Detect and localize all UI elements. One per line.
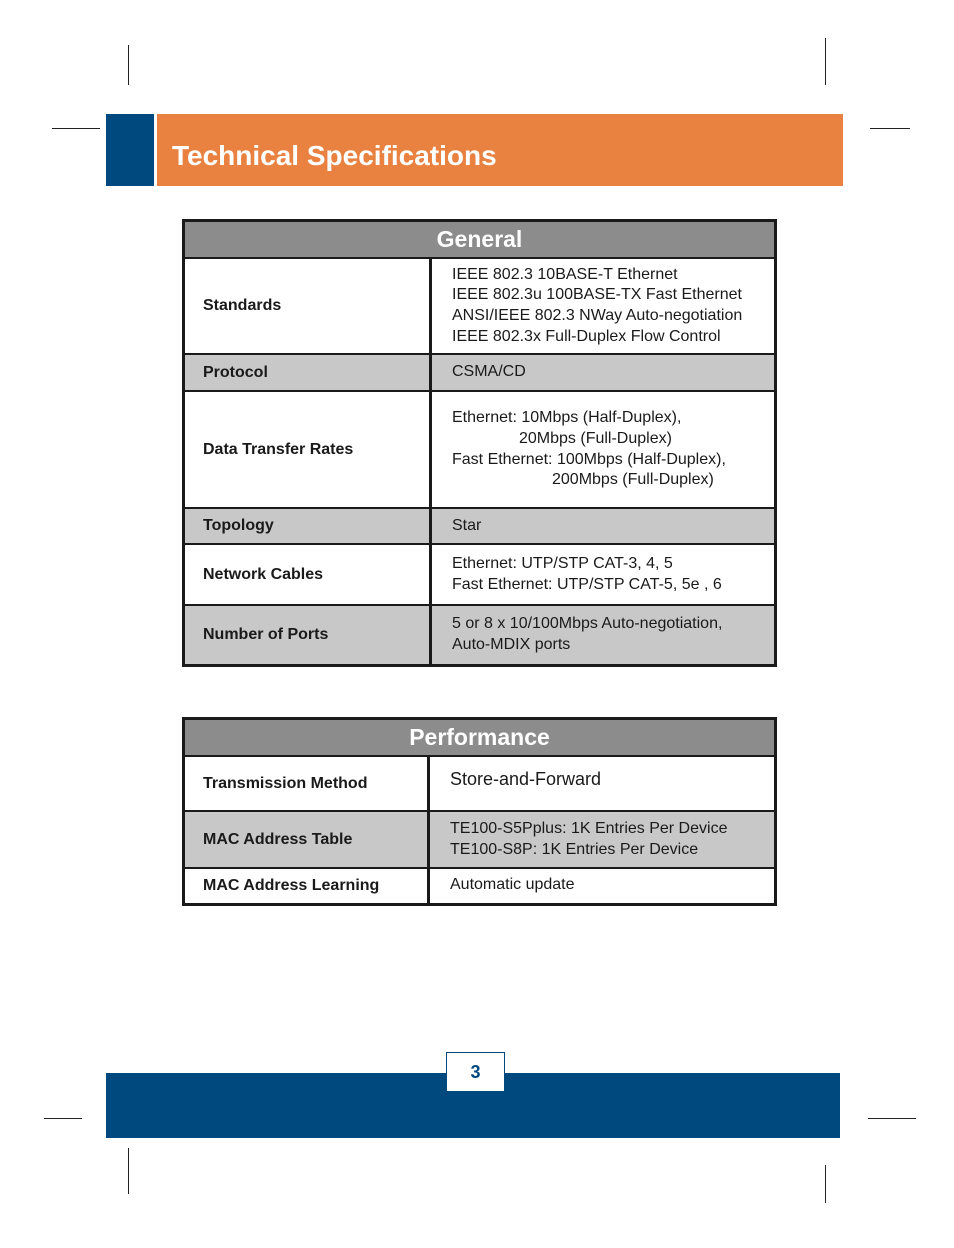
spec-row-data-transfer-rates <box>184 391 776 508</box>
spec-row-network-cables <box>184 544 776 605</box>
spec-value-line: TE100-S8P: 1K Entries Per Device <box>450 840 699 858</box>
spec-value <box>431 391 776 508</box>
section-header-general: General <box>184 221 776 259</box>
spec-value-line: IEEE 802.3x Full-Duplex Flow Control <box>452 327 721 345</box>
spec-value-line: 5 or 8 x 10/100Mbps Auto-negotiation, <box>452 615 723 633</box>
performance-spec-table <box>182 717 777 906</box>
spec-value <box>429 756 776 811</box>
spec-value-line: Fast Ethernet: 100Mbps (Half-Duplex), <box>452 450 726 468</box>
section-header-performance: Performance <box>184 719 776 757</box>
spec-value <box>431 508 776 544</box>
page-number: 3 <box>446 1052 505 1092</box>
crop-mark <box>870 128 910 129</box>
spec-value-line: 200Mbps (Full-Duplex) <box>552 471 714 489</box>
header-blue-block <box>106 114 154 186</box>
spec-label: MAC Address Learning <box>184 868 429 904</box>
spec-value-line: Automatic update <box>450 876 575 894</box>
spec-value <box>431 605 776 665</box>
spec-value-line: ANSI/IEEE 802.3 NWay Auto-negotiation <box>452 307 743 324</box>
spec-value-line: Star <box>452 516 482 534</box>
spec-value <box>429 811 776 868</box>
spec-value-line: TE100-S5Pplus: 1K Entries Per Device <box>450 819 728 837</box>
spec-value-line: Auto-MDIX ports <box>452 635 571 653</box>
crop-mark <box>868 1118 916 1119</box>
spec-row-topology <box>184 508 776 544</box>
crop-mark <box>44 1118 82 1119</box>
spec-label: Topology <box>184 508 431 544</box>
spec-value-line: Ethernet: UTP/STP CAT-3, 4, 5 <box>452 554 673 572</box>
spec-label: MAC Address Table <box>184 811 429 868</box>
spec-row-protocol <box>184 354 776 391</box>
crop-mark <box>128 1148 129 1194</box>
spec-value-line: IEEE 802.3 10BASE-T Ethernet <box>452 265 678 283</box>
spec-value <box>429 868 776 904</box>
crop-mark <box>825 1165 826 1203</box>
crop-mark <box>128 45 129 85</box>
spec-row-number-of-ports <box>184 605 776 665</box>
spec-row-mac-address-learning <box>184 868 776 904</box>
spec-value-line: Ethernet: 10Mbps (Half-Duplex), <box>452 409 682 427</box>
spec-value-line: CSMA/CD <box>452 363 526 381</box>
spec-row-standards <box>184 258 776 354</box>
spec-label: Number of Ports <box>184 605 431 665</box>
crop-mark <box>825 38 826 85</box>
general-spec-table <box>182 219 777 667</box>
spec-value <box>431 258 776 354</box>
spec-value <box>431 544 776 605</box>
spec-value <box>431 354 776 391</box>
spec-label: Transmission Method <box>184 756 429 811</box>
spec-label: Protocol <box>184 354 431 391</box>
crop-mark <box>52 128 100 129</box>
spec-row-mac-address-table <box>184 811 776 868</box>
spec-row-transmission-method <box>184 756 776 811</box>
spec-value-line: 20Mbps (Full-Duplex) <box>519 429 672 447</box>
page-title: Technical Specifications <box>172 140 497 171</box>
spec-value-line: Store-and-Forward <box>450 769 602 790</box>
spec-label: Standards <box>184 258 431 354</box>
spec-label: Data Transfer Rates <box>184 391 431 508</box>
spec-label: Network Cables <box>184 544 431 605</box>
spec-value-line: IEEE 802.3u 100BASE-TX Fast Ethernet <box>452 286 742 304</box>
spec-value-line: Fast Ethernet: UTP/STP CAT-5, 5e , 6 <box>452 575 722 593</box>
